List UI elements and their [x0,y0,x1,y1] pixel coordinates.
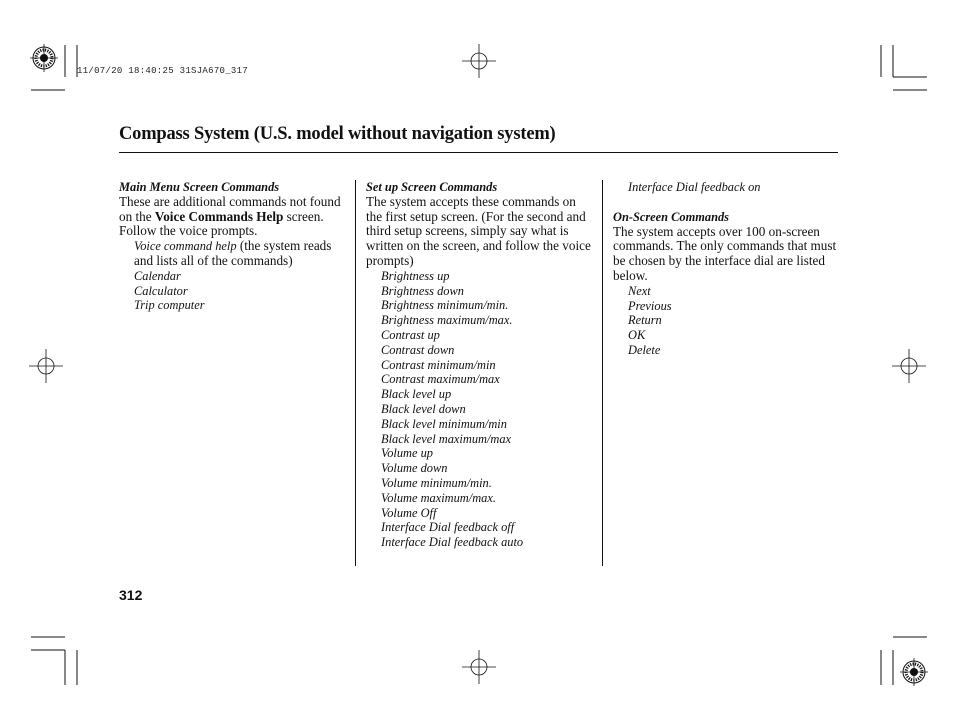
column-divider [602,180,603,566]
list-item: Brightness down [381,283,464,298]
title-rule [119,152,838,153]
setup-command-list [366,269,592,550]
list-item: Brightness minimum/min. [381,298,509,313]
print-stamp: 11/07/20 18:40:25 31SJA670_317 [77,66,249,76]
page-number: 312 [119,587,143,603]
on-screen-command-list [613,284,838,358]
registration-crosshair-bottom [462,650,496,684]
setup-intro: The system accepts these commands on the first setup screen. (For the second and third setup screens, simply say what is written on the screen, and follow the voice prompts) [366,193,591,268]
on-screen-heading: On-Screen Commands [613,209,730,224]
column-on-screen [613,180,838,358]
list-item: Next [628,283,651,298]
voice-command-help-entry [119,239,341,269]
list-item: Contrast minimum/min [381,357,496,372]
list-item: Brightness maximum/max. [381,313,513,328]
main-menu-intro [119,195,341,239]
list-item: Interface Dial feedback auto [381,535,524,550]
list-item: Black level up [381,387,452,402]
list-item: Contrast down [381,342,455,357]
list-item: Black level down [381,401,466,416]
intro-text-2: screen. Follow the voice prompts. [119,208,324,239]
voice-commands-help-term: Voice Commands Help [154,208,284,224]
setup-heading: Set up Screen Commands [366,180,498,194]
list-item: Calendar [134,268,181,283]
voice-command-help-desc: (the system reads and lists all of the commands) [134,238,332,268]
registration-crosshair-top [462,44,496,78]
list-item: Black level minimum/min [381,416,507,431]
list-item: Brightness up [381,268,450,283]
registration-crosshair-left [29,349,63,383]
page-title: Compass System (U.S. model without navigation system) [119,124,556,144]
column-main-menu [119,180,341,313]
registration-target-top-left [30,44,58,72]
voice-command-help-cmd: Voice command help [134,239,237,254]
list-item: Trip computer [134,298,205,313]
list-item: Calculator [134,283,188,298]
column-setup-screen [366,180,592,550]
registration-crosshair-right [892,349,926,383]
on-screen-intro: The system accepts over 100 on-screen commands. The only commands that must be chosen by the interface dial are listed below. [613,223,837,283]
list-item: Contrast maximum/max [381,372,500,387]
list-item: Black level maximum/max [381,431,512,446]
registration-target-bottom-right [900,658,928,686]
intro-text-1: These are additional commands not found on the [119,193,341,224]
list-item: Contrast up [381,327,440,342]
main-menu-heading: Main Menu Screen Commands [119,180,280,194]
list-item: Volume down [381,461,448,476]
list-item: Volume up [381,446,433,461]
list-item: Delete [628,342,661,357]
list-item: Previous [628,298,672,313]
list-item: Interface Dial feedback on [628,180,761,194]
list-item: Volume minimum/min. [381,475,492,490]
list-item: OK [628,328,646,343]
list-item: Return [628,313,662,328]
list-item: Volume Off [381,505,437,520]
column-divider [355,180,356,566]
list-item: Interface Dial feedback off [381,520,515,535]
list-item: Volume maximum/max. [381,490,496,505]
